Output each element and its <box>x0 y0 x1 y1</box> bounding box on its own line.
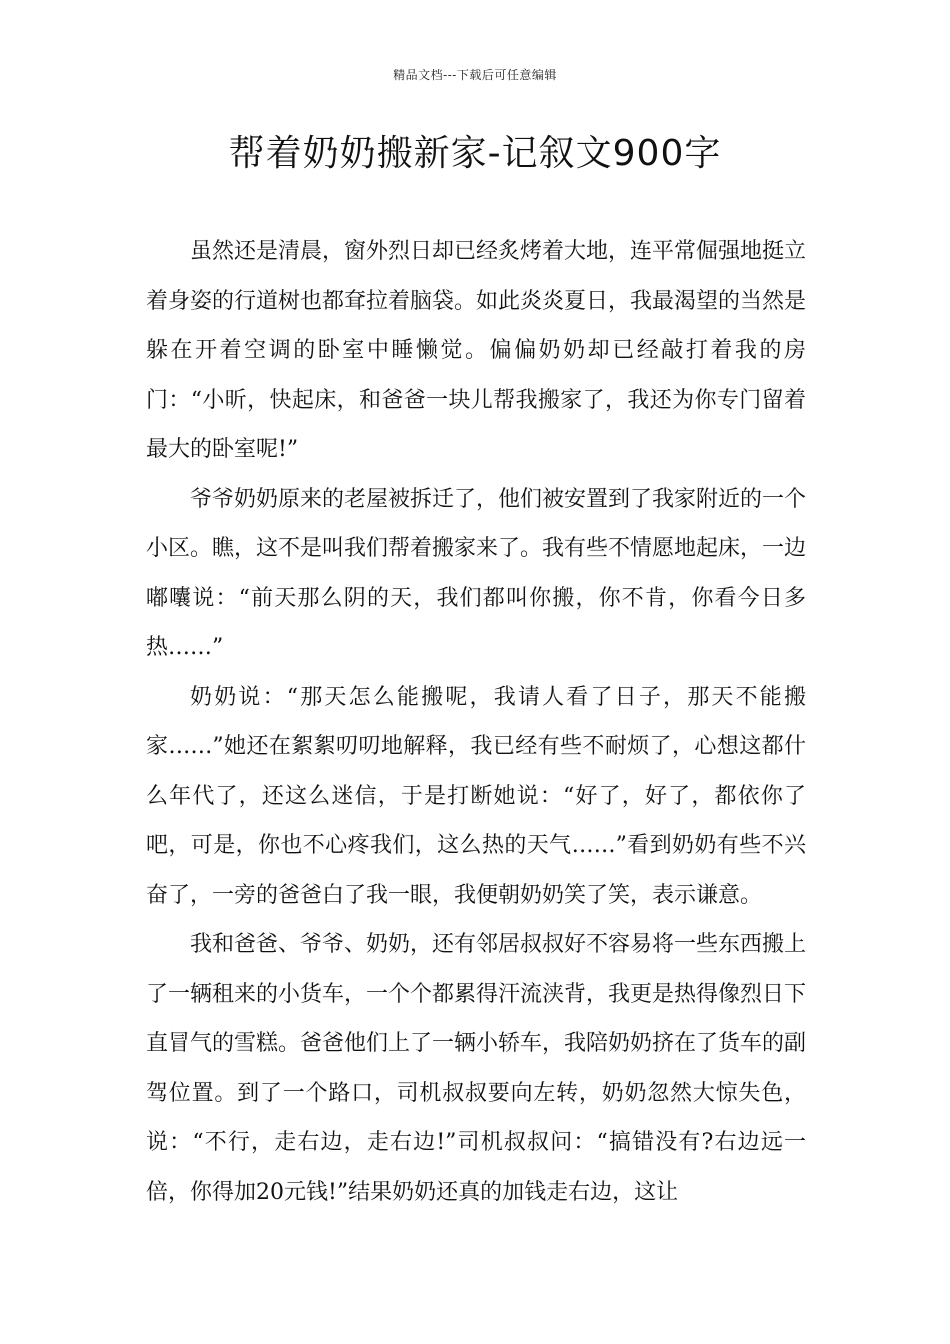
document-body <box>146 227 806 1217</box>
paragraph-4: 我和爸爸、爷爷、奶奶，还有邻居叔叔好不容易将一些东西搬上了一辆租来的小货车，一个个都累得汗流浃背，我更是热得像烈日下直冒气的雪糕。爸爸他们上了一辆小轿车，我陪奶奶挤在了货车的副驾位置。到了一个路口，司机叔叔要向左转，奶奶忽然大惊失色，说：“不行，走右边，走右边!”司机叔叔问：“搞错没有?右边远一倍，你得加20元钱!”结果奶奶还真的加钱走右边，这让 <box>146 932 807 1205</box>
paragraph-2: 爷爷奶奶原来的老屋被拆迁了，他们被安置到了我家附近的一个小区。瞧，这不是叫我们帮着搬家来了。我有些不情愿地起床，一边嘟囔说：“前天那么阴的天，我们都叫你搬，你不肯，你看今日多热……” <box>146 486 807 660</box>
document-title: 帮着奶奶搬新家-记叙文900字 <box>228 133 722 174</box>
header-note: 精品文档---下载后可任意编辑 <box>393 68 557 82</box>
paragraph-3: 奶奶说：“那天怎么能搬呢，我请人看了日子，那天不能搬家……”她还在絮絮叨叨地解释，我已经有些不耐烦了，心想这都什么年代了，还这么迷信，于是打断她说：“好了，好了，都依你了吧，可是，你也不心疼我们，这么热的天气……”看到奶奶有些不兴奋了，一旁的爸爸白了我一眼，我便朝奶奶笑了笑，表示谦意。 <box>146 684 806 908</box>
paragraph-1: 虽然还是清晨，窗外烈日却已经炙烤着大地，连平常倔强地挺立着身姿的行道树也都耷拉着脑袋。如此炎炎夏日，我最渴望的当然是躲在开着空调的卧室中睡懒觉。偏偏奶奶却已经敲打着我的房门：“小昕，快起床，和爸爸一块儿帮我搬家了，我还为你专门留着最大的卧室呢!” <box>146 239 807 462</box>
